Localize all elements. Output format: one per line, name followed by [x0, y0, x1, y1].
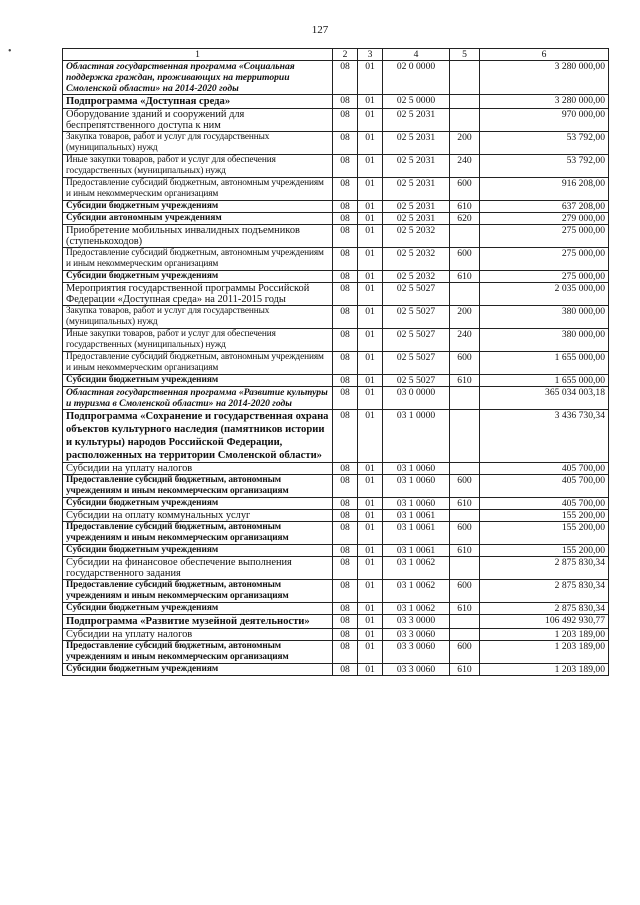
ministry-code-cell: 08	[333, 283, 358, 306]
target-article-cell: 02 5 5027	[383, 283, 450, 306]
target-article-cell: 03 3 0060	[383, 664, 450, 676]
amount-cell: 155 200,00	[480, 522, 609, 545]
table-row	[63, 375, 609, 387]
table-row	[63, 248, 609, 271]
amount-cell: 970 000,00	[480, 109, 609, 132]
expense-type-cell: 200	[450, 306, 480, 329]
expense-type-cell	[450, 109, 480, 132]
row-name-cell: Иные закупки товаров, работ и услуг для обеспечения государственных (муниципальных) нужд	[63, 329, 333, 352]
row-name-cell: Субсидии бюджетным учреждениям	[63, 375, 333, 387]
row-name-cell: Областная государственная программа «Социальная поддержка граждан, проживающих на территории Смоленской области» на 2014-2020 годы	[63, 61, 333, 95]
amount-cell: 380 000,00	[480, 306, 609, 329]
table-row	[63, 510, 609, 522]
expense-type-cell: 610	[450, 271, 480, 283]
amount-cell: 380 000,00	[480, 329, 609, 352]
row-name-cell: Субсидии бюджетным учреждениям	[63, 271, 333, 283]
section-code-cell: 01	[358, 213, 383, 225]
target-article-cell: 03 0 0000	[383, 387, 450, 410]
expense-type-cell: 600	[450, 248, 480, 271]
ministry-code-cell: 08	[333, 132, 358, 155]
ministry-code-cell: 08	[333, 387, 358, 410]
amount-cell: 916 208,00	[480, 178, 609, 201]
ministry-code-cell: 08	[333, 201, 358, 213]
section-code-cell: 01	[358, 387, 383, 410]
table-row	[63, 545, 609, 557]
header-cell: 1	[63, 49, 333, 61]
row-name-cell: Предоставление субсидий бюджетным, автономным учреждениям и иным некоммерческим организациям	[63, 352, 333, 375]
table-row	[63, 283, 609, 306]
header-cell: 3	[358, 49, 383, 61]
amount-cell: 155 200,00	[480, 510, 609, 522]
ministry-code-cell: 08	[333, 109, 358, 132]
row-name-cell: Субсидии автономным учреждениям	[63, 213, 333, 225]
section-code-cell: 01	[358, 225, 383, 248]
section-code-cell: 01	[358, 603, 383, 615]
section-code-cell: 01	[358, 522, 383, 545]
expense-type-cell	[450, 61, 480, 95]
table-row	[63, 271, 609, 283]
target-article-cell: 02 5 5027	[383, 306, 450, 329]
amount-cell: 1 203 189,00	[480, 629, 609, 641]
section-code-cell: 01	[358, 329, 383, 352]
table-row	[63, 178, 609, 201]
ministry-code-cell: 08	[333, 271, 358, 283]
row-name-cell: Предоставление субсидий бюджетным, автономным учреждениям и иным некоммерческим организациям	[63, 641, 333, 664]
target-article-cell: 03 3 0060	[383, 629, 450, 641]
target-article-cell: 03 1 0062	[383, 557, 450, 580]
ministry-code-cell: 08	[333, 641, 358, 664]
section-code-cell: 01	[358, 61, 383, 95]
expense-type-cell	[450, 225, 480, 248]
row-name-cell: Приобретение мобильных инвалидных подъемников (ступенькоходов)	[63, 225, 333, 248]
section-code-cell: 01	[358, 132, 383, 155]
target-article-cell: 03 1 0060	[383, 463, 450, 475]
target-article-cell: 02 5 2031	[383, 132, 450, 155]
ministry-code-cell: 08	[333, 306, 358, 329]
row-name-cell: Субсидии бюджетным учреждениям	[63, 603, 333, 615]
ministry-code-cell: 08	[333, 475, 358, 498]
row-name-cell: Подпрограмма «Доступная среда»	[63, 95, 333, 109]
expense-type-cell: 600	[450, 580, 480, 603]
expense-type-cell: 200	[450, 132, 480, 155]
row-name-cell: Областная государственная программа «Развитие культуры и туризма в Смоленской области» на 2014-2020 годы	[63, 387, 333, 410]
table-row	[63, 580, 609, 603]
section-code-cell: 01	[358, 510, 383, 522]
amount-cell: 275 000,00	[480, 271, 609, 283]
budget-table-body	[63, 49, 609, 676]
row-name-cell: Субсидии на финансовое обеспечение выполнения государственного задания	[63, 557, 333, 580]
expense-type-cell: 610	[450, 498, 480, 510]
section-code-cell: 01	[358, 271, 383, 283]
target-article-cell: 03 1 0060	[383, 475, 450, 498]
table-row	[63, 213, 609, 225]
header-cell: 5	[450, 49, 480, 61]
table-row	[63, 615, 609, 629]
section-code-cell: 01	[358, 155, 383, 178]
row-name-cell: Оборудование зданий и сооружений для беспрепятственного доступа к ним	[63, 109, 333, 132]
row-name-cell: Субсидии бюджетным учреждениям	[63, 498, 333, 510]
expense-type-cell: 240	[450, 155, 480, 178]
row-name-cell: Субсидии бюджетным учреждениям	[63, 664, 333, 676]
section-code-cell: 01	[358, 615, 383, 629]
target-article-cell: 02 5 2031	[383, 201, 450, 213]
row-name-cell: Предоставление субсидий бюджетным, автономным учреждениям и иным некоммерческим организациям	[63, 475, 333, 498]
ministry-code-cell: 08	[333, 545, 358, 557]
ministry-code-cell: 08	[333, 155, 358, 178]
expense-type-cell	[450, 629, 480, 641]
row-name-cell: Закупка товаров, работ и услуг для государственных (муниципальных) нужд	[63, 306, 333, 329]
table-row	[63, 306, 609, 329]
target-article-cell: 02 5 2031	[383, 109, 450, 132]
expense-type-cell: 610	[450, 545, 480, 557]
expense-type-cell: 600	[450, 641, 480, 664]
amount-cell: 1 203 189,00	[480, 641, 609, 664]
table-header-row	[63, 49, 609, 61]
target-article-cell: 03 3 0000	[383, 615, 450, 629]
target-article-cell: 03 1 0000	[383, 410, 450, 463]
table-row	[63, 475, 609, 498]
amount-cell: 637 208,00	[480, 201, 609, 213]
target-article-cell: 02 5 0000	[383, 95, 450, 109]
target-article-cell: 02 0 0000	[383, 61, 450, 95]
ministry-code-cell: 08	[333, 225, 358, 248]
ministry-code-cell: 08	[333, 213, 358, 225]
table-row	[63, 522, 609, 545]
ministry-code-cell: 08	[333, 329, 358, 352]
section-code-cell: 01	[358, 641, 383, 664]
section-code-cell: 01	[358, 95, 383, 109]
row-name-cell: Субсидии на уплату налогов	[63, 463, 333, 475]
target-article-cell: 02 5 2031	[383, 155, 450, 178]
ministry-code-cell: 08	[333, 580, 358, 603]
amount-cell: 365 034 003,18	[480, 387, 609, 410]
amount-cell: 106 492 930,77	[480, 615, 609, 629]
row-name-cell: Закупка товаров, работ и услуг для государственных (муниципальных) нужд	[63, 132, 333, 155]
expense-type-cell	[450, 615, 480, 629]
amount-cell: 3 436 730,34	[480, 410, 609, 463]
ministry-code-cell: 08	[333, 95, 358, 109]
section-code-cell: 01	[358, 306, 383, 329]
target-article-cell: 03 1 0062	[383, 603, 450, 615]
amount-cell: 279 000,00	[480, 213, 609, 225]
margin-mark: •	[8, 46, 12, 57]
target-article-cell: 02 5 2032	[383, 271, 450, 283]
target-article-cell: 03 1 0062	[383, 580, 450, 603]
target-article-cell: 02 5 2032	[383, 225, 450, 248]
row-name-cell: Предоставление субсидий бюджетным, автономным учреждениям и иным некоммерческим организациям	[63, 580, 333, 603]
amount-cell: 2 875 830,34	[480, 603, 609, 615]
amount-cell: 405 700,00	[480, 498, 609, 510]
ministry-code-cell: 08	[333, 248, 358, 271]
amount-cell: 275 000,00	[480, 225, 609, 248]
table-row	[63, 463, 609, 475]
row-name-cell: Мероприятия государственной программы Российской Федерации «Доступная среда» на 2011-2015 годы	[63, 283, 333, 306]
amount-cell: 1 655 000,00	[480, 352, 609, 375]
header-cell: 6	[480, 49, 609, 61]
table-row	[63, 410, 609, 463]
row-name-cell: Предоставление субсидий бюджетным, автономным учреждениям и иным некоммерческим организациям	[63, 248, 333, 271]
ministry-code-cell: 08	[333, 410, 358, 463]
target-article-cell: 03 1 0060	[383, 498, 450, 510]
header-cell: 4	[383, 49, 450, 61]
expense-type-cell: 610	[450, 603, 480, 615]
target-article-cell: 02 5 2031	[383, 178, 450, 201]
amount-cell: 2 035 000,00	[480, 283, 609, 306]
ministry-code-cell: 08	[333, 615, 358, 629]
amount-cell: 155 200,00	[480, 545, 609, 557]
section-code-cell: 01	[358, 580, 383, 603]
target-article-cell: 02 5 5027	[383, 375, 450, 387]
section-code-cell: 01	[358, 109, 383, 132]
table-row	[63, 557, 609, 580]
table-row	[63, 641, 609, 664]
target-article-cell: 03 3 0060	[383, 641, 450, 664]
section-code-cell: 01	[358, 463, 383, 475]
expense-type-cell: 610	[450, 375, 480, 387]
amount-cell: 2 875 830,34	[480, 557, 609, 580]
ministry-code-cell: 08	[333, 61, 358, 95]
row-name-cell: Субсидии на оплату коммунальных услуг	[63, 510, 333, 522]
expense-type-cell	[450, 557, 480, 580]
ministry-code-cell: 08	[333, 557, 358, 580]
ministry-code-cell: 08	[333, 498, 358, 510]
expense-type-cell	[450, 387, 480, 410]
table-row	[63, 664, 609, 676]
expense-type-cell: 620	[450, 213, 480, 225]
section-code-cell: 01	[358, 498, 383, 510]
ministry-code-cell: 08	[333, 522, 358, 545]
row-name-cell: Предоставление субсидий бюджетным, автономным учреждениям и иным некоммерческим организациям	[63, 178, 333, 201]
table-row	[63, 132, 609, 155]
section-code-cell: 01	[358, 283, 383, 306]
table-row	[63, 61, 609, 95]
section-code-cell: 01	[358, 664, 383, 676]
table-row	[63, 329, 609, 352]
amount-cell: 3 280 000,00	[480, 95, 609, 109]
table-row	[63, 352, 609, 375]
target-article-cell: 03 1 0061	[383, 510, 450, 522]
header-cell: 2	[333, 49, 358, 61]
table-row	[63, 629, 609, 641]
target-article-cell: 03 1 0061	[383, 522, 450, 545]
budget-table	[62, 48, 609, 676]
expense-type-cell	[450, 463, 480, 475]
row-name-cell: Подпрограмма «Сохранение и государственная охрана объектов культурного наследия (памятников истории и культуры) народов Российской Федерации, расположенных на территории Смоленской области»	[63, 410, 333, 463]
amount-cell: 275 000,00	[480, 248, 609, 271]
ministry-code-cell: 08	[333, 629, 358, 641]
expense-type-cell: 600	[450, 178, 480, 201]
table-row	[63, 498, 609, 510]
table-row	[63, 201, 609, 213]
amount-cell: 53 792,00	[480, 155, 609, 178]
amount-cell: 2 875 830,34	[480, 580, 609, 603]
expense-type-cell: 240	[450, 329, 480, 352]
expense-type-cell: 610	[450, 201, 480, 213]
table-row	[63, 603, 609, 615]
target-article-cell: 02 5 5027	[383, 352, 450, 375]
table-row	[63, 225, 609, 248]
section-code-cell: 01	[358, 410, 383, 463]
section-code-cell: 01	[358, 629, 383, 641]
amount-cell: 1 655 000,00	[480, 375, 609, 387]
ministry-code-cell: 08	[333, 603, 358, 615]
ministry-code-cell: 08	[333, 352, 358, 375]
ministry-code-cell: 08	[333, 178, 358, 201]
section-code-cell: 01	[358, 178, 383, 201]
row-name-cell: Иные закупки товаров, работ и услуг для обеспечения государственных (муниципальных) нужд	[63, 155, 333, 178]
target-article-cell: 02 5 5027	[383, 329, 450, 352]
expense-type-cell	[450, 283, 480, 306]
amount-cell: 405 700,00	[480, 463, 609, 475]
expense-type-cell	[450, 410, 480, 463]
table-row	[63, 109, 609, 132]
row-name-cell: Субсидии бюджетным учреждениям	[63, 201, 333, 213]
ministry-code-cell: 08	[333, 375, 358, 387]
row-name-cell: Субсидии бюджетным учреждениям	[63, 545, 333, 557]
section-code-cell: 01	[358, 352, 383, 375]
expense-type-cell	[450, 95, 480, 109]
section-code-cell: 01	[358, 557, 383, 580]
ministry-code-cell: 08	[333, 510, 358, 522]
table-row	[63, 387, 609, 410]
amount-cell: 53 792,00	[480, 132, 609, 155]
expense-type-cell: 600	[450, 475, 480, 498]
amount-cell: 1 203 189,00	[480, 664, 609, 676]
page-number: 127	[311, 24, 329, 36]
amount-cell: 3 280 000,00	[480, 61, 609, 95]
table-row	[63, 155, 609, 178]
ministry-code-cell: 08	[333, 664, 358, 676]
target-article-cell: 03 1 0061	[383, 545, 450, 557]
target-article-cell: 02 5 2032	[383, 248, 450, 271]
row-name-cell: Предоставление субсидий бюджетным, автономным учреждениям и иным некоммерческим организациям	[63, 522, 333, 545]
amount-cell: 405 700,00	[480, 475, 609, 498]
row-name-cell: Подпрограмма «Развитие музейной деятельности»	[63, 615, 333, 629]
section-code-cell: 01	[358, 248, 383, 271]
expense-type-cell: 610	[450, 664, 480, 676]
section-code-cell: 01	[358, 475, 383, 498]
expense-type-cell	[450, 510, 480, 522]
section-code-cell: 01	[358, 201, 383, 213]
table-row	[63, 95, 609, 109]
expense-type-cell: 600	[450, 522, 480, 545]
ministry-code-cell: 08	[333, 463, 358, 475]
section-code-cell: 01	[358, 375, 383, 387]
row-name-cell: Субсидии на уплату налогов	[63, 629, 333, 641]
expense-type-cell: 600	[450, 352, 480, 375]
target-article-cell: 02 5 2031	[383, 213, 450, 225]
section-code-cell: 01	[358, 545, 383, 557]
